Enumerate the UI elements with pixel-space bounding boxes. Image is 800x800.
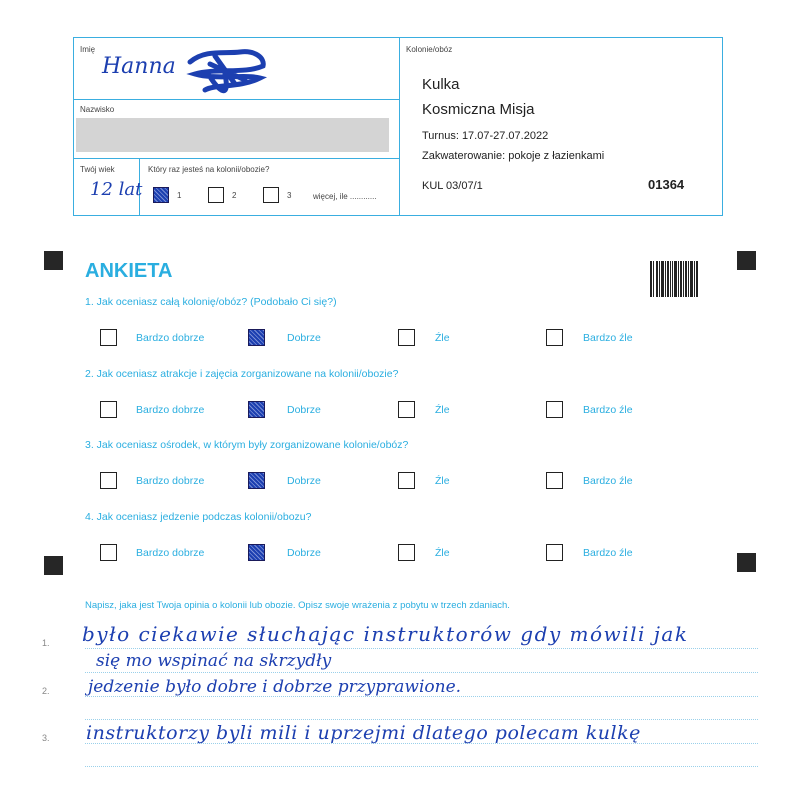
camp-subtitle: Kosmiczna Misja <box>422 101 535 118</box>
q2-zle-checkbox[interactable] <box>398 401 415 418</box>
q4-zle-label: Źle <box>435 547 450 559</box>
q1-dobrze-checkbox[interactable] <box>248 329 265 346</box>
q1-zle-label: Źle <box>435 332 450 344</box>
times-option-3-checkbox[interactable] <box>263 187 279 203</box>
barcode-icon <box>650 261 700 297</box>
q3-zle-label: Źle <box>435 475 450 487</box>
age-label: Twój wiek <box>80 165 115 174</box>
registration-marker <box>737 251 756 270</box>
q4-zle-checkbox[interactable] <box>398 544 415 561</box>
q3-dobrze-label: Dobrze <box>287 475 321 487</box>
camp-code: KUL 03/07/1 <box>422 180 483 192</box>
q4-dobrze-label: Dobrze <box>287 547 321 559</box>
q1-dobrze-label: Dobrze <box>287 332 321 344</box>
times-option-2-label: 2 <box>232 191 237 200</box>
camp-name: Kulka <box>422 76 460 93</box>
q2-dobrze-label: Dobrze <box>287 404 321 416</box>
answer-line <box>85 719 758 720</box>
q4-bardzo-dobrze-checkbox[interactable] <box>100 544 117 561</box>
q1-bardzo-dobrze-label: Bardzo dobrze <box>136 332 205 344</box>
registration-marker <box>44 556 63 575</box>
times-option-1-label: 1 <box>177 191 182 200</box>
question-2: 2. Jak oceniasz atrakcje i zajęcia zorganizowane na kolonii/obozie? <box>85 368 399 380</box>
answer-line <box>85 766 758 767</box>
survey-title: ANKIETA <box>85 260 173 282</box>
redaction-scribble <box>185 44 270 102</box>
q4-bardzo-zle-checkbox[interactable] <box>546 544 563 561</box>
first-name-value: Hanna <box>102 54 176 79</box>
q1-bardzo-zle-checkbox[interactable] <box>546 329 563 346</box>
answer-text-4: instruktorzy byli mili i uprzejmi dlatego polecam kulkę <box>86 722 641 744</box>
accommodation: Zakwaterowanie: pokoje z łazienkami <box>422 150 605 162</box>
line-number: 2. <box>42 686 50 696</box>
answer-text-2: się mo wspinać na skrzydły <box>96 651 332 671</box>
q3-bardzo-zle-label: Bardzo źle <box>583 475 633 487</box>
first-name-label: Imię <box>80 45 96 54</box>
answer-text-1: było ciekawie słuchając instruktorów gdy mówili jak <box>82 622 689 646</box>
q1-zle-checkbox[interactable] <box>398 329 415 346</box>
q3-bardzo-zle-checkbox[interactable] <box>546 472 563 489</box>
registration-marker <box>44 251 63 270</box>
answer-line <box>85 648 758 649</box>
q3-zle-checkbox[interactable] <box>398 472 415 489</box>
times-option-1-checkbox[interactable] <box>153 187 169 203</box>
times-option-2-checkbox[interactable] <box>208 187 224 203</box>
last-name-field-redacted <box>76 118 389 152</box>
age-value: 12 lat <box>90 179 143 200</box>
question-3: 3. Jak oceniasz ośrodek, w którym były zorganizowane kolonie/obóz? <box>85 439 409 451</box>
q2-bardzo-zle-label: Bardzo źle <box>583 404 633 416</box>
question-4: 4. Jak oceniasz jedzenie podczas kolonii/obozu? <box>85 511 312 523</box>
q2-bardzo-dobrze-label: Bardzo dobrze <box>136 404 205 416</box>
q2-dobrze-checkbox[interactable] <box>248 401 265 418</box>
line-number: 1. <box>42 638 50 648</box>
q3-bardzo-dobrze-checkbox[interactable] <box>100 472 117 489</box>
q2-bardzo-dobrze-checkbox[interactable] <box>100 401 117 418</box>
q3-dobrze-checkbox[interactable] <box>248 472 265 489</box>
q4-bardzo-zle-label: Bardzo źle <box>583 547 633 559</box>
divider <box>399 38 400 215</box>
q3-bardzo-dobrze-label: Bardzo dobrze <box>136 475 205 487</box>
times-more-label: więcej, ile ............ <box>313 192 377 201</box>
q4-dobrze-checkbox[interactable] <box>248 544 265 561</box>
last-name-label: Nazwisko <box>80 105 115 114</box>
answer-text-3: jedzenie było dobre i dobrze przyprawione. <box>88 677 462 697</box>
q2-zle-label: Źle <box>435 404 450 416</box>
turnus-dates: Turnus: 17.07-27.07.2022 <box>422 130 549 142</box>
q1-bardzo-dobrze-checkbox[interactable] <box>100 329 117 346</box>
question-1: 1. Jak oceniasz całą kolonię/obóz? (Podobało Ci się?) <box>85 296 337 308</box>
times-option-3-label: 3 <box>287 191 292 200</box>
form-number: 01364 <box>648 177 685 192</box>
q1-bardzo-zle-label: Bardzo źle <box>583 332 633 344</box>
divider <box>74 158 400 159</box>
q4-bardzo-dobrze-label: Bardzo dobrze <box>136 547 205 559</box>
camp-label: Kolonie/obóz <box>406 45 453 54</box>
times-attended-label: Który raz jesteś na kolonii/obozie? <box>148 165 270 174</box>
line-number: 3. <box>42 733 50 743</box>
registration-marker <box>737 553 756 572</box>
opinion-prompt: Napisz, jaka jest Twoja opinia o kolonii lub obozie. Opisz swoje wrażenia z pobytu w trzech zdaniach. <box>85 600 510 611</box>
answer-line <box>85 672 758 673</box>
q2-bardzo-zle-checkbox[interactable] <box>546 401 563 418</box>
